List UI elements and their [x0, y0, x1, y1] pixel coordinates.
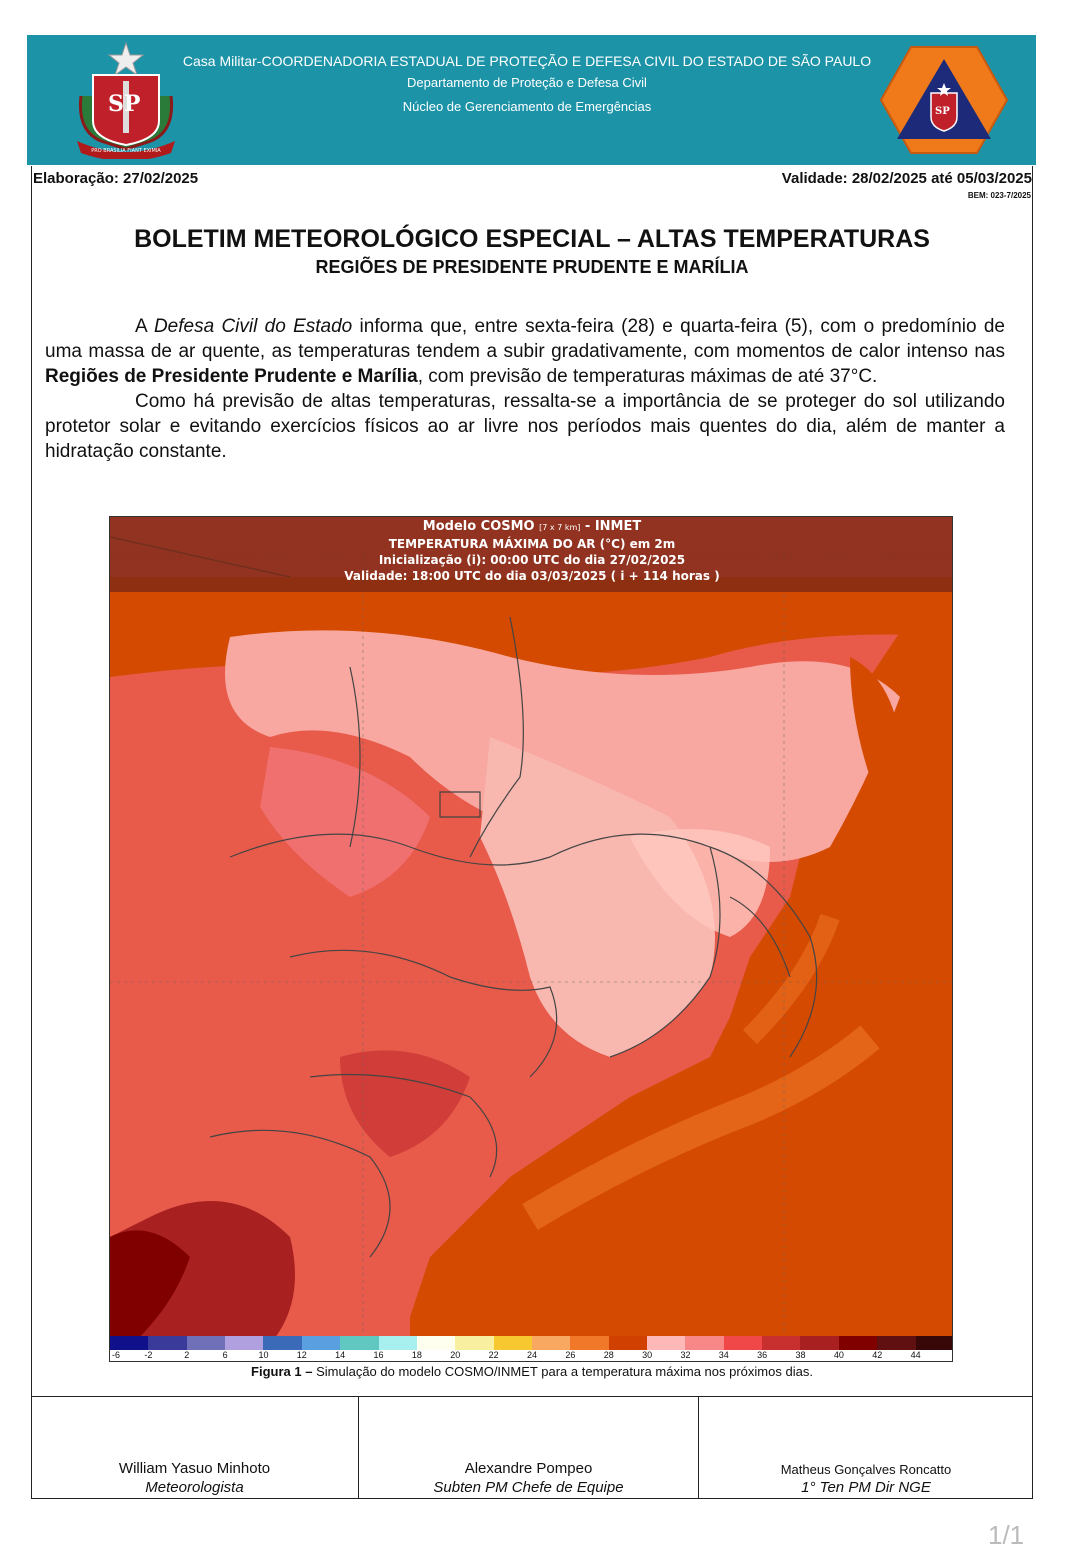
scale-label: 14 [335, 1350, 346, 1360]
scale-swatch [762, 1336, 800, 1350]
elaboracao-date: Elaboração: 27/02/2025 [33, 170, 199, 187]
p1-part3: informa que, entre sexta-feira (28) e quarta-feira (5), com o predomínio de uma massa de ar quente, as temperaturas tendem a subir gradativamente, com momentos de calor intenso nas [45, 316, 1005, 362]
p1-part5: , com previsão de temperaturas máximas de até 37°C. [417, 366, 878, 387]
logo-left-motto: PRO BRASILIA FIANT EXIMIA [91, 148, 161, 154]
scale-label: 42 [872, 1350, 883, 1360]
scale-swatch [609, 1336, 647, 1350]
scale-swatch [455, 1336, 493, 1350]
signature-table [31, 1396, 1033, 1499]
map-model-name: Modelo COSMO [422, 519, 535, 534]
caption-text: Simulação do modelo COSMO/INMET para a temperatura máxima nos próximos dias. [312, 1364, 813, 1379]
scale-swatch [724, 1336, 762, 1350]
scale-swatch [225, 1336, 263, 1350]
p1-defesa-civil: Defesa Civil do Estado [153, 316, 353, 337]
signature-role: 1° Ten PM Dir NGE [801, 1479, 931, 1496]
paragraph-1 [45, 314, 1005, 389]
map-resolution: [7 x 7 km] [539, 523, 581, 532]
scale-swatch [110, 1336, 148, 1350]
scale-swatch [877, 1336, 915, 1350]
scale-label: 36 [757, 1350, 768, 1360]
scale-label: 28 [603, 1350, 614, 1360]
temperature-color-scale [110, 1336, 953, 1362]
scale-label: 44 [910, 1350, 921, 1360]
signature-cell-3 [698, 1397, 1033, 1499]
signature-cell-1 [31, 1397, 358, 1499]
scale-label: 26 [565, 1350, 576, 1360]
signature-name: Alexandre Pompeo [464, 1460, 593, 1477]
scale-label: 22 [488, 1350, 499, 1360]
map-initialization: Inicialização (i): 00:00 UTC do dia 27/02/2025 [378, 553, 686, 567]
scale-swatch [532, 1336, 570, 1350]
bulletin-title: BOLETIM METEOROLÓGICO ESPECIAL – ALTAS TEMPERATURAS [134, 225, 930, 253]
color-scale-labels [110, 1350, 953, 1362]
signature-name: William Yasuo Minhoto [118, 1460, 271, 1477]
header-line-3: Núcleo de Gerenciamento de Emergências [402, 99, 652, 114]
p1-part1: A [135, 316, 154, 337]
scale-label: 10 [258, 1350, 269, 1360]
scale-swatch [685, 1336, 723, 1350]
figure-caption [31, 1364, 1033, 1379]
signature-role: Meteorologista [145, 1479, 244, 1496]
signature-cell-2 [358, 1397, 698, 1499]
scale-label: 38 [795, 1350, 806, 1360]
map-org: - INMET [584, 519, 642, 534]
p1-regions: Regiões de Presidente Prudente e Marília [45, 366, 418, 387]
scale-label: 34 [718, 1350, 729, 1360]
logo-left-letters: SP [108, 91, 141, 117]
map-graphic [110, 517, 953, 1362]
bem-code: BEM: 023-7/2025 [967, 191, 1031, 200]
scale-swatch [916, 1336, 953, 1350]
scale-swatch [263, 1336, 301, 1350]
scale-label: 12 [296, 1350, 307, 1360]
scale-label: -2 [144, 1350, 153, 1360]
caption-label: Figura 1 – [251, 1364, 313, 1379]
scale-label: 40 [833, 1350, 844, 1360]
page-number: 1/1 [988, 1520, 1025, 1547]
defesa-civil-logo [879, 43, 1009, 157]
color-scale-bar [110, 1336, 953, 1350]
temperature-forecast-map [109, 516, 953, 1362]
map-title-box [110, 517, 953, 592]
header-line-2: Departamento de Proteção e Defesa Civil [407, 75, 647, 90]
signature-name: Matheus Gonçalves Roncatto [780, 1462, 952, 1477]
scale-label: 18 [411, 1350, 422, 1360]
scale-label: 16 [373, 1350, 384, 1360]
signature-role: Subten PM Chefe de Equipe [433, 1479, 624, 1496]
scale-label: 6 [222, 1350, 228, 1360]
scale-swatch [839, 1336, 877, 1350]
scale-swatch [302, 1336, 340, 1350]
bulletin-subtitle: REGIÕES DE PRESIDENTE PRUDENTE E MARÍLIA [315, 257, 749, 277]
scale-swatch [148, 1336, 186, 1350]
scale-label: 2 [184, 1350, 190, 1360]
scale-swatch [800, 1336, 838, 1350]
scale-swatch [417, 1336, 455, 1350]
bulletin-body [45, 314, 1005, 464]
scale-swatch [647, 1336, 685, 1350]
scale-label: -6 [112, 1350, 121, 1360]
scale-label: 32 [680, 1350, 691, 1360]
scale-swatch [570, 1336, 608, 1350]
header-line-1: Casa Militar-COORDENADORIA ESTADUAL DE PROTEÇÃO E DEFESA CIVIL DO ESTADO DE SÃO PAULO [182, 53, 872, 69]
map-variable: TEMPERATURA MÁXIMA DO AR (°C) em 2m [388, 537, 676, 551]
map-validity: Validade: 18:00 UTC do dia 03/03/2025 ( i + 114 horas ) [344, 569, 720, 583]
header-banner [27, 35, 1036, 165]
scale-swatch [494, 1336, 532, 1350]
scale-swatch [379, 1336, 417, 1350]
paragraph-2: Como há previsão de altas temperaturas, ressalta-se a importância de se proteger do sol utilizando protetor solar e evitando exercícios físicos ao ar livre nos períodos mais quentes do dia, além de manter a hidratação constante. [45, 391, 1005, 462]
scale-swatch [340, 1336, 378, 1350]
scale-label: 30 [642, 1350, 653, 1360]
scale-swatch [187, 1336, 225, 1350]
scale-label: 20 [450, 1350, 461, 1360]
logo-right-letters: SP [935, 106, 950, 117]
scale-label: 24 [526, 1350, 538, 1360]
validade-date: Validade: 28/02/2025 até 05/03/2025 [781, 170, 1032, 187]
